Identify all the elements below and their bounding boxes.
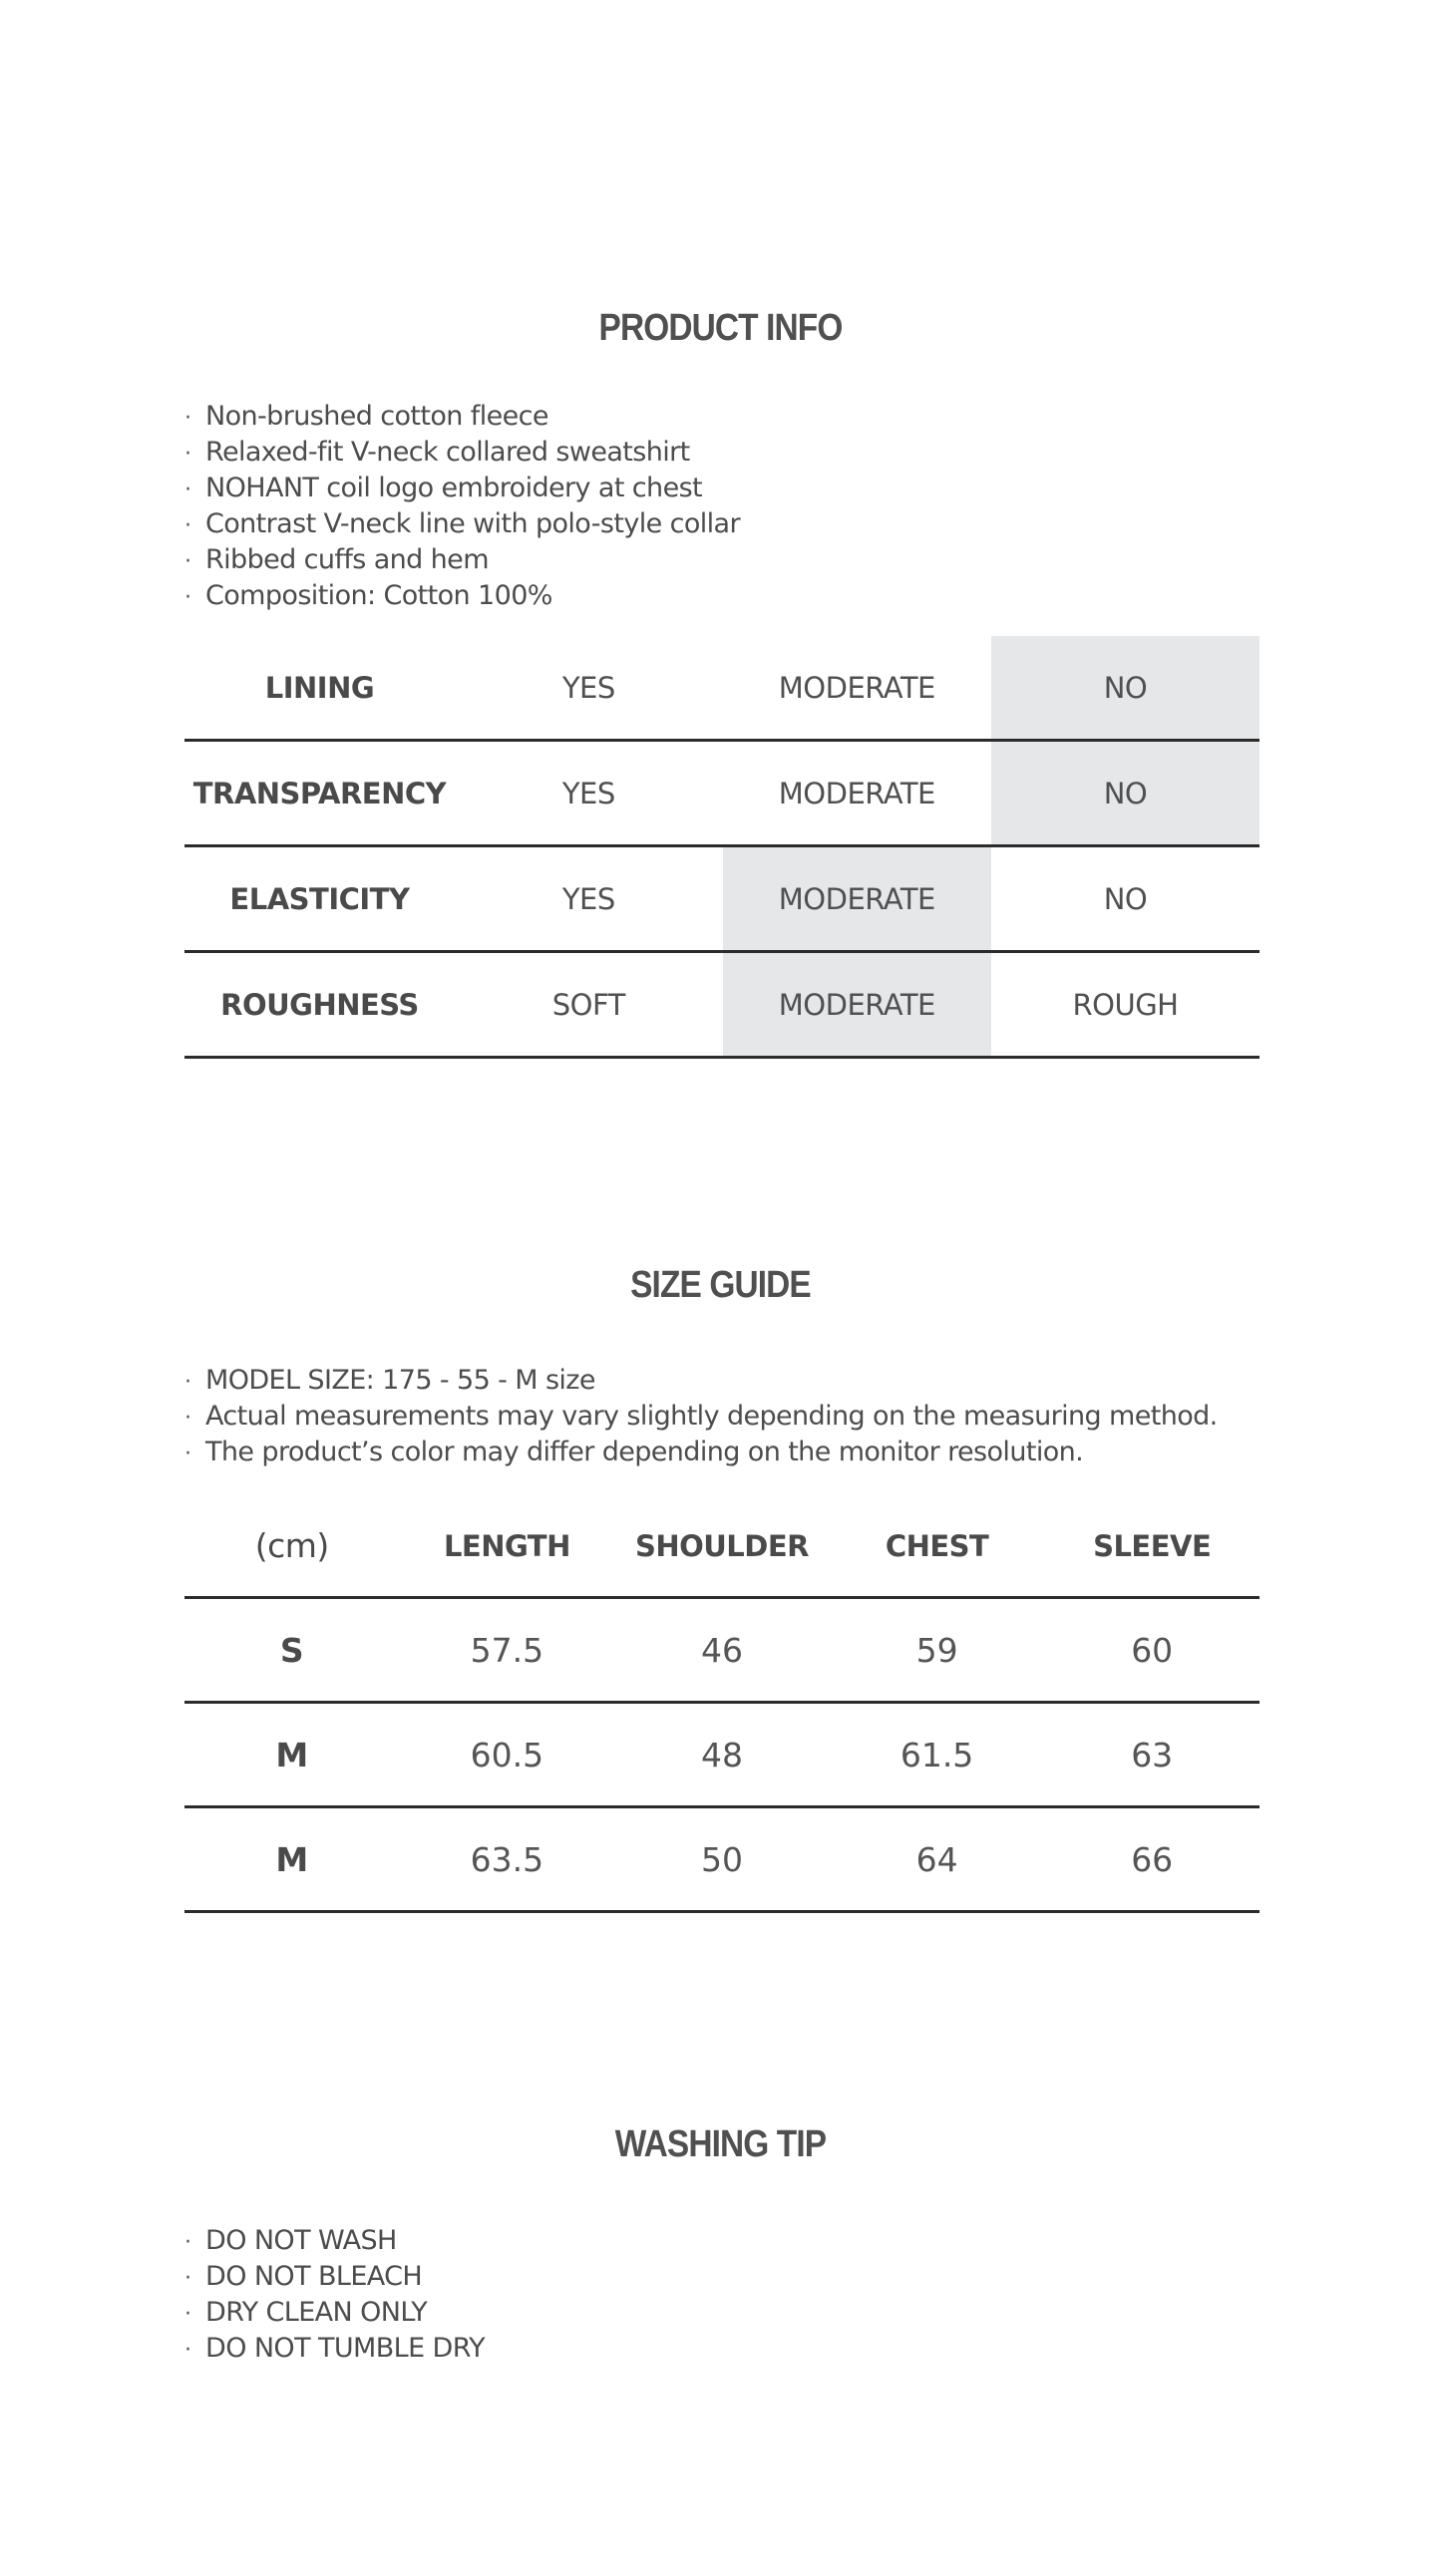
product-info-list (184, 399, 740, 614)
table-row (184, 1807, 1260, 1912)
list-item: · Non-brushed cotton fleece (184, 399, 740, 435)
table-cell: 48 (614, 1703, 830, 1807)
list-item: · Composition: Cotton 100% (184, 578, 740, 614)
bullet-dot-icon: · (184, 1406, 191, 1431)
list-item: · The product’s color may differ depending on the monitor resolution. (184, 1435, 1218, 1470)
attribute-label: ROUGHNESS (184, 952, 455, 1058)
attribute-option: YES (455, 846, 723, 952)
size-label: S (184, 1598, 400, 1703)
bullet-dot-icon: · (184, 1370, 191, 1395)
size-guide-notes (184, 1363, 1218, 1470)
bullet-dot-icon: · (184, 2230, 191, 2255)
bullet-dot-icon: · (184, 549, 191, 574)
table-cell: 60.5 (400, 1703, 615, 1807)
table-cell: 59 (830, 1598, 1045, 1703)
column-header-chest: CHEST (830, 1495, 1045, 1598)
attribute-option: NO (991, 741, 1260, 846)
attribute-option: MODERATE (723, 846, 991, 952)
list-item: · DRY CLEAN ONLY (184, 2295, 485, 2331)
table-cell: 46 (614, 1598, 830, 1703)
table-cell: 63.5 (400, 1807, 615, 1912)
column-header-shoulder: SHOULDER (614, 1495, 830, 1598)
table-header-row (184, 1495, 1260, 1598)
table-cell: 64 (830, 1807, 1045, 1912)
bullet-dot-icon: · (184, 513, 191, 538)
attribute-option: MODERATE (723, 952, 991, 1058)
attribute-option: MODERATE (723, 636, 991, 741)
washing-tip-title: WASHING TIP (614, 2123, 827, 2165)
list-item: · MODEL SIZE: 175 - 55 - M size (184, 1363, 1218, 1399)
table-cell: 61.5 (830, 1703, 1045, 1807)
attribute-option: NO (991, 846, 1260, 952)
table-cell: 57.5 (400, 1598, 615, 1703)
attribute-option: YES (455, 636, 723, 741)
size-table (184, 1495, 1260, 1913)
list-item: · DO NOT TUMBLE DRY (184, 2331, 485, 2367)
bullet-dot-icon: · (184, 2338, 191, 2363)
attribute-option: YES (455, 741, 723, 846)
product-info-title: PRODUCT INFO (598, 307, 843, 349)
list-item: · DO NOT WASH (184, 2223, 485, 2259)
column-header-sleeve: SLEEVE (1044, 1495, 1260, 1598)
table-row (184, 952, 1260, 1058)
list-item: · Ribbed cuffs and hem (184, 542, 740, 578)
bullet-dot-icon: · (184, 406, 191, 431)
table-row (184, 1598, 1260, 1703)
table-cell: 50 (614, 1807, 830, 1912)
table-cell: 66 (1044, 1807, 1260, 1912)
attribute-option: ROUGH (991, 952, 1260, 1058)
size-label: M (184, 1807, 400, 1912)
attribute-option: MODERATE (723, 741, 991, 846)
size-label: M (184, 1703, 400, 1807)
table-cell: 63 (1044, 1703, 1260, 1807)
column-header-unit: (cm) (184, 1495, 400, 1598)
table-row (184, 846, 1260, 952)
table-row (184, 1703, 1260, 1807)
bullet-dot-icon: · (184, 442, 191, 467)
list-item: · Actual measurements may vary slightly depending on the measuring method. (184, 1399, 1218, 1435)
bullet-dot-icon: · (184, 478, 191, 502)
bullet-dot-icon: · (184, 1442, 191, 1466)
column-header-length: LENGTH (400, 1495, 615, 1598)
table-row (184, 636, 1260, 741)
attribute-label: LINING (184, 636, 455, 741)
attribute-option: NO (991, 636, 1260, 741)
bullet-dot-icon: · (184, 2266, 191, 2291)
bullet-dot-icon: · (184, 2302, 191, 2327)
list-item: · Relaxed-fit V-neck collared sweatshirt (184, 435, 740, 471)
bullet-dot-icon: · (184, 585, 191, 610)
list-item: · Contrast V-neck line with polo-style collar (184, 506, 740, 542)
table-cell: 60 (1044, 1598, 1260, 1703)
size-guide-title: SIZE GUIDE (630, 1264, 811, 1306)
attribute-option: SOFT (455, 952, 723, 1058)
attribute-label: TRANSPARENCY (184, 741, 455, 846)
attribute-label: ELASTICITY (184, 846, 455, 952)
list-item: · DO NOT BLEACH (184, 2259, 485, 2295)
washing-tip-list (184, 2223, 485, 2367)
list-item: · NOHANT coil logo embroidery at chest (184, 471, 740, 506)
table-row (184, 741, 1260, 846)
fabric-attributes-table (184, 636, 1260, 1059)
